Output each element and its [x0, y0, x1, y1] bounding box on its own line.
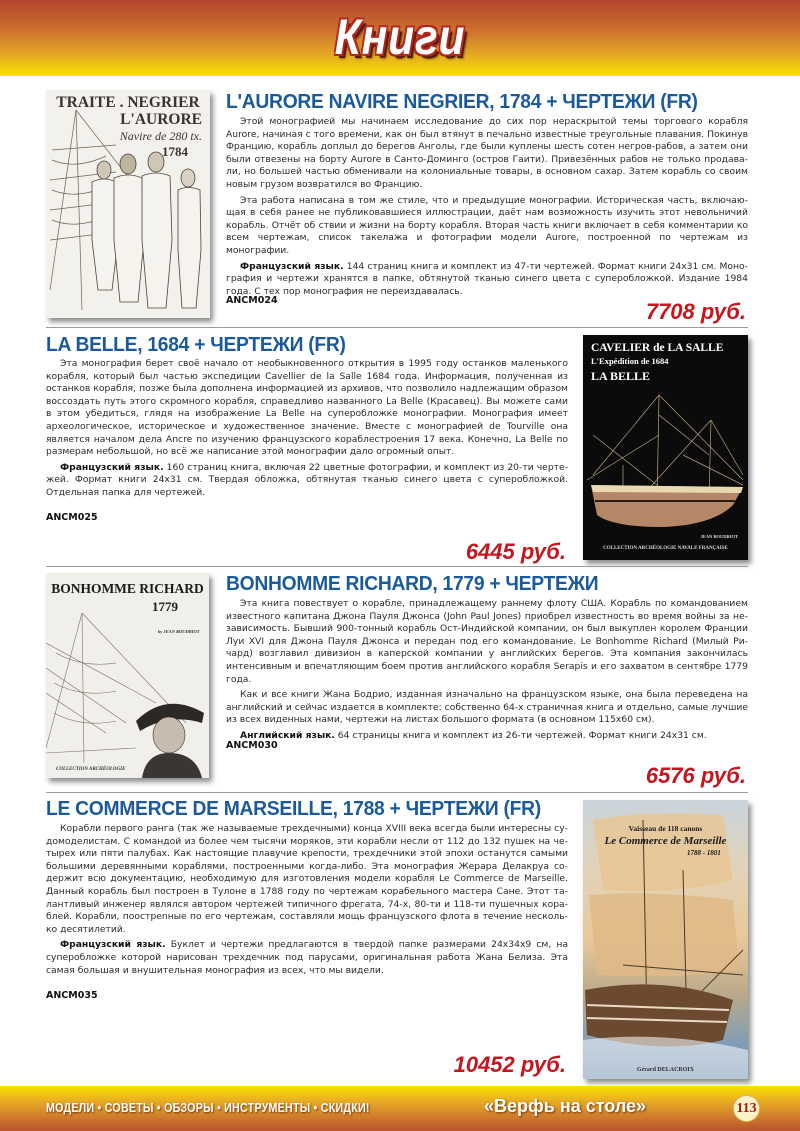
cover-title-line2: L'AURORE	[120, 111, 202, 128]
language-note	[226, 730, 748, 743]
description-paragraph: Этой монографией мы начинаем исследование до сих пор нераскрытой темы торгового корабля Aurore, начиная с того времени, как он был втянут в печально известные треугольные плавания. Покинув Францию, корабль доплыл до берегов Анголы, где были куплены шесть сотен негров-рабов, а затем они были отвезены на борту Aurore в Санто-Доминго (остров Гаити). Привезённых рабов не только продавали, но большей частью обменивали на колониальные товары, в основном сахар. Затем корабль со своим новым грузом возвратился во Францию.	[226, 116, 748, 190]
cover-title-line2: L'Expédition de 1684	[591, 356, 669, 366]
price: 6445 руб.	[465, 539, 566, 564]
cover-author: JEAN BOUDRIOT	[700, 534, 738, 539]
section-divider	[46, 792, 748, 793]
description-paragraph: Как и все книги Жана Бодрио, изданная изначально на французском языке, она была переведена на английский и сейчас издается в комплекте: собственно 64-х страничная книга и отдельно, самые лучшие из всех виденных нами, чертежи на листах большого формата (в основном 115x60 см).	[226, 689, 748, 726]
cover-title-line2: 1779	[152, 599, 178, 614]
book-description	[46, 358, 568, 503]
book-cover-aurore	[46, 90, 210, 318]
book-cover-commerce-de-marseille	[583, 800, 748, 1079]
book-title: LE COMMERCE DE MARSEILLE, 1788 + ЧЕРТЕЖИ (FR)	[46, 797, 541, 820]
book-cover-bonhomme-richard	[46, 573, 209, 778]
language-note	[226, 261, 748, 299]
language-note	[46, 462, 568, 500]
language-label: Французский язык.	[60, 461, 164, 473]
language-details: Буклет и чертежи предлагаются в твердой папке размерами 24x34x9 см, на суперобложке которой нарисован трехдечник под парусами, оригинальная работа Жана Белиза. Эта самая большая и внушительная монография из всех, что мы видели.	[46, 939, 568, 976]
product-code: ANCM030	[226, 740, 278, 751]
language-details: 160 страниц книга, включая 22 цветные фотографии, и комплект из 20-ти чертежей. Формат книги 24x31 см. Твердая обложка, обтянутая тканью синего цвета с суперобложкой. Отдельная папка для чертежей.	[46, 461, 569, 498]
language-label: Английский язык.	[240, 729, 335, 741]
cover-author: by JEAN BOUDRIOT	[158, 629, 200, 634]
cover-author: Gérard DELACROIX	[636, 1067, 695, 1073]
cover-title-line4: 1784	[162, 144, 188, 159]
book-description	[226, 116, 748, 301]
price: 7708 руб.	[645, 299, 746, 324]
language-note	[46, 939, 568, 977]
cover-collection: COLLECTION ARCHÉOLOGIE NAVALE FRANÇAISE	[603, 546, 728, 551]
book-title: LA BELLE, 1684 + ЧЕРТЕЖИ (FR)	[46, 333, 346, 356]
book-title: BONHOMME RICHARD, 1779 + ЧЕРТЕЖИ	[226, 572, 599, 595]
book-description	[46, 823, 568, 980]
cover-title-line1: BONHOMME RICHARD	[51, 581, 204, 596]
page-title: Книги	[334, 9, 466, 65]
book-title: L'AURORE NAVIRE NEGRIER, 1784 + ЧЕРТЕЖИ (FR)	[226, 90, 698, 113]
product-code: ANCM035	[46, 990, 98, 1001]
language-details: 64 страницы книга и комплект из 26-ти чертежей. Формат книги 24x31 см.	[334, 729, 707, 741]
magazine-name: «Верфь на столе»	[484, 1096, 647, 1116]
book-description	[226, 598, 748, 746]
product-code: ANCM025	[46, 512, 98, 523]
description-paragraph: Эта книга повествует о корабле, принадлежащему раннему флоту США. Корабль по командованием известного капитана Джона Пауля Джонса (John Paul Jones) приобрел известность во время войны за независимость. Бывший 900-тонный корабль Ост-Индийской компании, он был выкуплен королем Франции Луи XVI для Джона Пауля Джонса и передан под его командование. Le Bonhomme Richard (Милый Ричард) возглавил дивизион в каперской компании у английских берегов. Эта компания закончилась интенсивным и впечатляющим боем против английского корабля Serapis и его захватом в сентябре 1779 года.	[226, 598, 748, 685]
price: 6576 руб.	[645, 763, 746, 788]
footer-slogan: МОДЕЛИ • СОВЕТЫ • ОБЗОРЫ • ИНСТРУМЕНТЫ • СКИДКИ!	[46, 1100, 370, 1115]
language-details: 144 страниц книга и комплект из 47-ти чертежей. Формат книги 24x31 см. Монография и чертежи хранятся в папке, обтянутой тканью синего цвета с суперобложкой. Издание 1984 года. С тех пор монография не переиздавалась.	[226, 260, 748, 297]
section-divider	[46, 327, 748, 328]
page-number: 113	[733, 1095, 760, 1122]
section-divider	[46, 566, 748, 567]
description-paragraph: Эта монография берет своё начало от необыкновенного открытия в 1995 году останков маленького корабля, который был частью экспедиции Cavellier de la Salle 1684 года. Информация, полученная из останков корабля, позже была дополнена информацией из архивов, что позволило надлежащим образом воссоздать путь этого скромного корабля, справедливо названного La Belle (Красавец). Вы можете сами в этом убедиться, глядя на изображение La Belle на суперобложке монографии. Монография имеет археoлогическое, историческое и художественное значение. Вместе с монографией de Tourville она является началом дела Ancre по изучению французского кораблестроения 17 века. Конечно, La Belle по размерам небольшой, но всё же написание этой монографии дало огромный опыт.	[46, 358, 568, 458]
cover-dates: 1788 - 1801	[687, 849, 721, 857]
cover-title-line1: CAVELIER de LA SALLE	[591, 342, 724, 354]
book-cover-la-belle	[583, 335, 748, 560]
description-paragraph: Эта работа написана в том же стиле, что и предыдущие монографии. Историческая часть, включающая в себя ранее не публиковавшиеся иллюстрации, даёт нам возможность изучить этот невольничий корабль. Отчёт об ствии и жизни на борту корабля. Вторая часть книги включает в себя комментарии ко всем чертежам, список такелажа и фотографии модели Aurore, построенной по чертежам из монографии.	[226, 194, 748, 256]
cover-collection: COLLECTION ARCHÉOLOGIE	[56, 767, 126, 772]
cover-title-line3: LA BELLE	[591, 369, 651, 383]
description-paragraph: Корабли первого ранга (так же называемые трехдечными) конца XVIII века всегда были интересны судомоделистам. С командой из более чем тысячи моряков, эти корабли несли от 112 до 132 пушек на четырех или пяти палубах. Как настоящие плавучие крепости, трехдечники этой эпохи останутся самыми большими деревянными кораблями, построенными когда-либо. Эта монография Жерара Делакруа содержит всю документацию, необходимую для изготовления модели корабля Le Commerce de Marseille. Данный корабль был построен в Тулоне в 1788 году по чертежам корабельного мастера Сане. Этот талантливый инженер являлся автором чертежей типичного фрегата, 74-х, 80-ти и 118-ти пушечных кораблей. Корабли, поострenные по его чертежам, составляли мощь французского флота в течение несколько десятилетий.	[46, 823, 568, 935]
product-code: ANCM024	[226, 295, 278, 306]
language-label: Французский язык.	[60, 939, 166, 951]
cover-title-line1: TRAITE . NEGRIER	[56, 94, 200, 111]
cover-title: Le Commerce de Marseille	[604, 835, 727, 847]
cover-title-line3: Navire de 280 tx.	[119, 129, 202, 143]
cover-illustration	[46, 573, 209, 778]
language-label: Французский язык.	[240, 260, 344, 272]
cover-subtitle: Vaisseau de 118 canons	[628, 824, 703, 833]
price: 10452 руб.	[453, 1052, 566, 1077]
